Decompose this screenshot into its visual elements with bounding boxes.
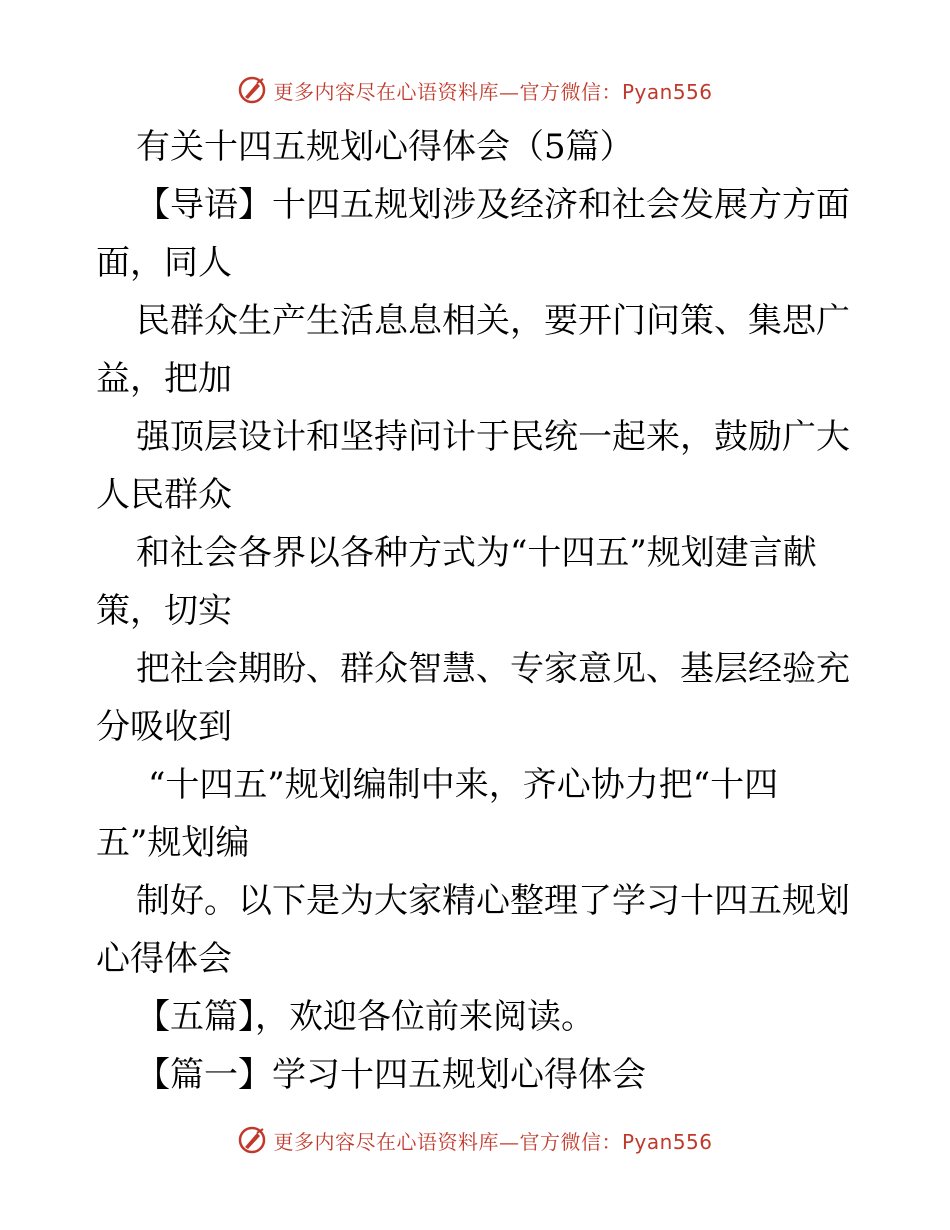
wechat-id: Pyan556 [621, 1129, 713, 1154]
paragraph-line: 制好。以下是为大家精心整理了学习十四五规划 [136, 881, 850, 921]
paragraph-line: 和社会各界以各种方式为“十四五”规划建言献 [136, 533, 817, 573]
banner-text [273, 1126, 712, 1155]
banner-label: 更多内容尽在心语资料库—官方微信： [273, 79, 622, 104]
document-body [96, 118, 856, 1104]
paragraph-line: 【五篇】，欢迎各位前来阅读。 [136, 997, 595, 1037]
quill-pen-logo-icon [237, 1125, 267, 1155]
paragraph-line: 【导语】十四五规划涉及经济和社会发展方方面 [136, 185, 850, 225]
paragraph-line: 面，同人 [96, 243, 232, 283]
banner-text [273, 76, 712, 105]
paragraph-line: 人民群众 [96, 475, 232, 515]
wechat-id: Pyan556 [621, 79, 713, 104]
paragraph-line: 益，把加 [96, 359, 232, 399]
footer-watermark-banner [0, 1120, 950, 1160]
quill-pen-logo-icon [237, 75, 267, 105]
paragraph-line: 策，切实 [96, 591, 232, 631]
document-title: 有关十四五规划心得体会（5篇） [136, 127, 634, 167]
paragraph-line: 民群众生产生活息息相关，要开门问策、集思广 [136, 301, 850, 341]
paragraph-line: 把社会期盼、群众智慧、专家意见、基层经验充 [136, 649, 850, 689]
paragraph-line: 分吸收到 [96, 707, 232, 747]
section-heading: 【篇一】学习十四五规划心得体会 [136, 1055, 646, 1095]
banner-label: 更多内容尽在心语资料库—官方微信： [273, 1129, 622, 1154]
paragraph-line: 心得体会 [96, 939, 232, 979]
paragraph-line: “十四五”规划编制中来，齐心协力把“十四 [148, 765, 779, 805]
paragraph-line: 五”规划编 [96, 823, 250, 863]
paragraph-line: 强顶层设计和坚持问计于民统一起来，鼓励广大 [136, 417, 850, 457]
header-watermark-banner [0, 70, 950, 110]
